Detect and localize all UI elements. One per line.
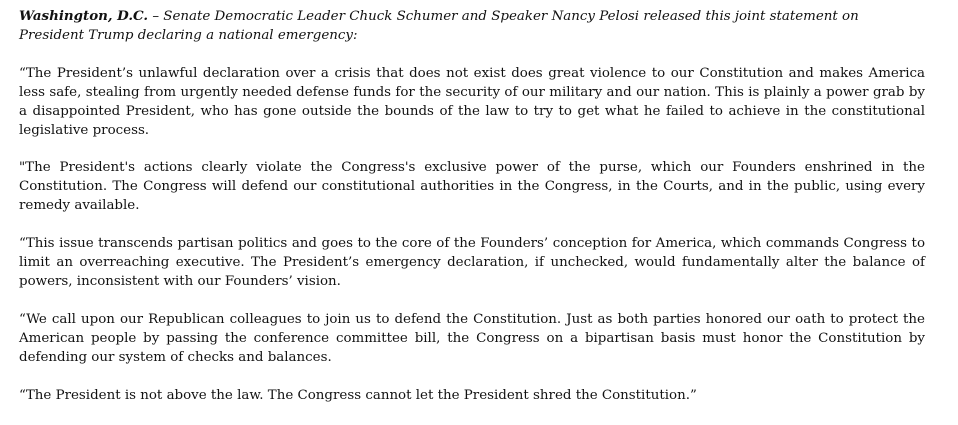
dateline: Washington, D.C.	[19, 8, 149, 24]
body-paragraph-5: “The President is not above the law. The Congress cannot let the President shred the Constitution.”	[19, 387, 697, 403]
body-paragraph-3: “This issue transcends partisan politics and goes to the core of the Founders’ conception for America, which commands Congress to limit an overreaching executive. The President’s emergency declaration, if unchecked, would fundamentally alter the balance of powers, inconsistent with our Founders’ vision.	[19, 236, 925, 289]
statement-document	[19, 7, 925, 425]
body-paragraph-1: “The President’s unlawful declaration over a crisis that does not exist does great violence to our Constitution and makes America less safe, stealing from urgently needed defense funds for the security of our military and our nation. This is plainly a power grab by a disappointed President, who has gone outside the bounds of the law to try to get what he failed to achieve in the constitutional legislative process.	[19, 65, 925, 138]
body-paragraph-2: "The President's actions clearly violate the Congress's exclusive power of the purse, which our Founders enshrined in the Constitution. The Congress will defend our constitutional authorities in the Congress, in the Courts, and in the public, using every remedy available.	[19, 160, 925, 214]
intro-text: – Senate Democratic Leader Chuck Schumer and Speaker Nancy Pelosi released this joint statement on President Trump declaring a national emergency:	[19, 9, 859, 43]
body-paragraph-4: “We call upon our Republican colleagues to join us to defend the Constitution. Just as both parties honored our oath to protect the American people by passing the conference committee bill, the Congress on a bipartisan basis must honor the Constitution by defending our system of checks and balances.	[19, 311, 925, 365]
intro-paragraph	[19, 7, 925, 46]
